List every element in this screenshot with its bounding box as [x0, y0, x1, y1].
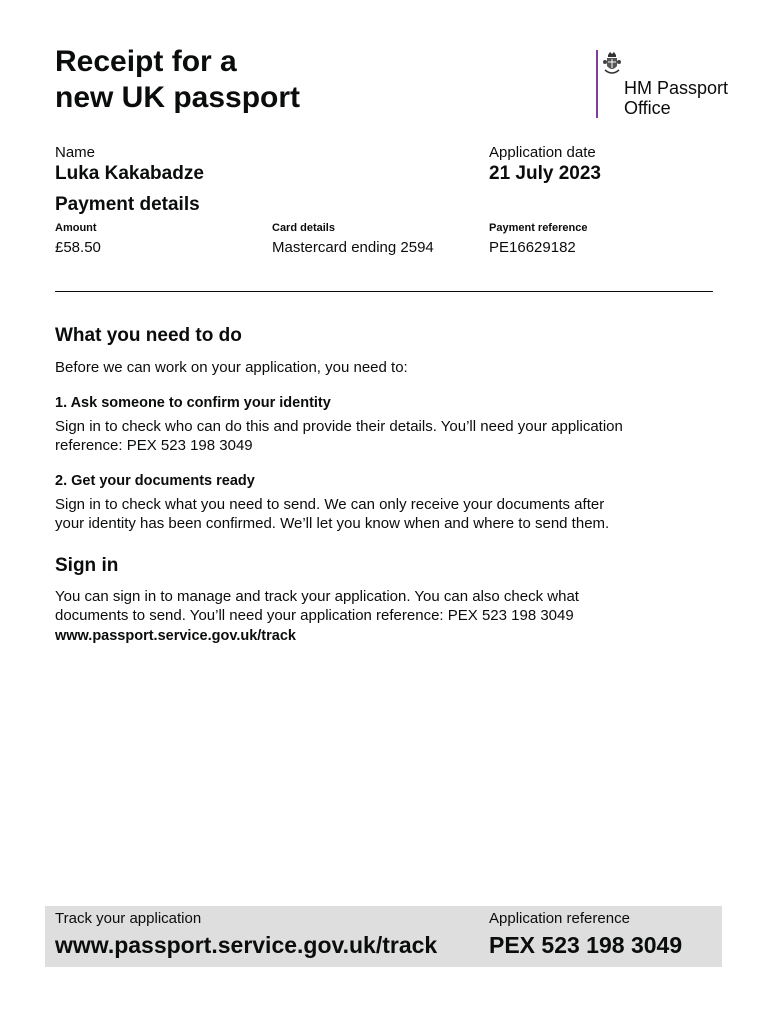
logo-text: [624, 78, 728, 118]
step-1-text-line-1: Sign in to check who can do this and provide their details. You’ll need your application: [55, 418, 623, 435]
sign-in-text-line-2: documents to send. You’ll need your application reference: PEX 523 198 3049: [55, 607, 574, 624]
track-your-application-label: Track your application: [55, 910, 202, 927]
step-1-title: 1. Ask someone to confirm your identity: [55, 395, 331, 411]
application-reference-label: Application reference: [489, 910, 630, 927]
track-application-link[interactable]: www.passport.service.gov.uk/track: [55, 628, 296, 644]
hm-passport-office-logo: [596, 50, 728, 118]
logo-text-line-2: Office: [624, 98, 671, 118]
page-title-line-1: Receipt for a: [55, 45, 237, 78]
card-details-label: Card details: [272, 222, 335, 234]
page-title-line-2: new UK passport: [55, 81, 301, 114]
section-divider: [55, 291, 713, 292]
what-you-need-to-do-heading: What you need to do: [55, 325, 242, 346]
footer-track-url[interactable]: www.passport.service.gov.uk/track: [55, 932, 438, 958]
amount-value: £58.50: [55, 239, 101, 256]
payment-reference-value: PE16629182: [489, 239, 576, 256]
logo-text-line-1: HM Passport: [624, 78, 729, 98]
todo-intro: Before we can work on your application, you need to:: [55, 359, 408, 376]
page-title: [55, 44, 300, 116]
name-label: Name: [55, 144, 96, 161]
amount-label: Amount: [55, 222, 97, 234]
card-details-value: Mastercard ending 2594: [272, 239, 434, 256]
application-date: 21 July 2023: [489, 163, 601, 184]
step-1-text-line-2: reference: PEX 523 198 3049: [55, 437, 253, 454]
royal-crest-icon: [602, 50, 622, 80]
payment-reference-label: Payment reference: [489, 222, 588, 234]
step-2-text-line-2: your identity has been confirmed. We’ll let you know when and where to send them.: [55, 515, 610, 532]
application-date-label: Application date: [489, 144, 596, 161]
sign-in-heading: Sign in: [55, 555, 119, 576]
step-2-title: 2. Get your documents ready: [55, 473, 255, 489]
application-reference-value: PEX 523 198 3049: [489, 932, 683, 958]
applicant-name: Luka Kakabadze: [55, 163, 204, 184]
step-2-text-line-1: Sign in to check what you need to send. We can only receive your documents after: [55, 496, 605, 513]
logo-accent-bar: [596, 50, 598, 118]
payment-details-heading: Payment details: [55, 194, 200, 215]
sign-in-text-line-1: You can sign in to manage and track your application. You can also check what: [55, 588, 579, 605]
